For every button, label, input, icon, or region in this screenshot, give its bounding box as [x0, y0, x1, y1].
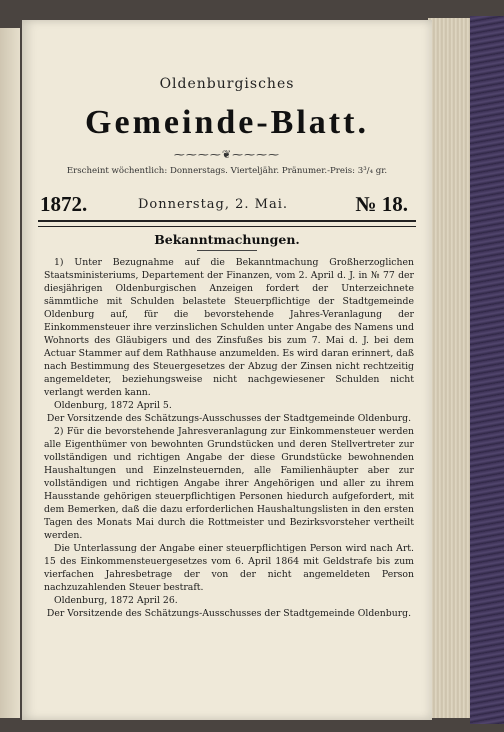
masthead-subtitle: Oldenburgisches [159, 76, 295, 92]
paragraph-signature: Der Vorsitzende des Schätzungs-Ausschusses der Stadtgemeinde Oldenburg. [46, 608, 412, 619]
issue-dateline [40, 192, 414, 216]
page-stack-edge [428, 18, 472, 718]
ornament-divider: ⁓⁓⁓⁓❦⁓⁓⁓⁓ [173, 148, 281, 161]
paragraph-dateline: Oldenburg, 1872 April 26. [54, 595, 178, 606]
left-page-edge [0, 28, 20, 718]
paragraph: Die Unterlassung der Angabe einer steuerpflichtigen Person wird nach Art. 15 des Einkommensteuergesetzes vom 6. April 1864 mit Geldstrafe bis zum vierfachen Jahresbetrage der von der nicht angemeldeten Person nachzuzahlenden Steuer bestraft. [44, 543, 414, 593]
issue-year: 1872. [40, 192, 88, 216]
section-heading: Bekanntmachungen. [154, 232, 300, 247]
announcements-body [44, 256, 414, 620]
header-rule [38, 220, 416, 227]
issue-number: № 18. [355, 192, 408, 216]
publication-info: Erscheint wöchentlich: Donnerstags. Vierteljähr. Pränumer.-Preis: 3³/₄ gr. [66, 166, 388, 176]
paragraph-signature: Der Vorsitzende des Schätzungs-Ausschusses der Stadtgemeinde Oldenburg. [46, 413, 412, 424]
paragraph-dateline: Oldenburg, 1872 April 5. [54, 400, 172, 411]
issue-date: Donnerstag, 2. Mai. [138, 197, 289, 212]
newspaper-page [22, 20, 432, 720]
paragraph: 1) Unter Bezugnahme auf die Bekanntmachung Großherzoglichen Staatsministeriums, Departement der Finanzen, vom 2. April d. J. in № 77 der diesjährigen Oldenburgischen Anzeigen fordert der Unterzeichnete sämmtliche mit Schulden belastete Steuerpflichtige der Stadtgemeinde Oldenburg auf, für die bevorstehende Jahres-Veranlagung der Einkommensteuer ihre verzinslichen Schulden unter Angabe des Namens und Wohnorts des Gläubigers und des Zinsfußes bis zum 7. Mai d. J. bei dem Actuar Stammer auf dem Rathhause anzumelden. Es wird daran erinnert, daß nach Bestimmung des Steuergesetzes der Abzug der Zinsen nicht rechtzeitig angemeldeter, beziehungsweise nicht nachgewiesener Schulden nicht verlangt werden kann. [44, 257, 414, 398]
book-cover [470, 16, 504, 724]
heading-rule [197, 250, 257, 251]
masthead-title: Gemeinde-Blatt. [85, 104, 369, 141]
paragraph: 2) Für die bevorstehende Jahresveranlagung zur Einkommensteuer werden alle Eigenthümer von bewohnten Grundstücken und deren Stellvertreter zur vollständigen und richtigen Angabe der diese Grundstücke bewohnenden Haushaltungen und Einzelnsteuernden, alle Familienhäupter aber zur vollständigen und richtigen Angabe ihrer Angehörigen und aller zu ihrem Hausstande gehörigen steuerpflichtigen Personen hiedurch aufgefordert, mit dem Bemerken, daß die dazu erforderlichen Haushaltungslisten in den ersten Tagen des Monats Mai durch die Rottmeister und Bezirksvorsteher vertheilt werden. [44, 426, 414, 541]
